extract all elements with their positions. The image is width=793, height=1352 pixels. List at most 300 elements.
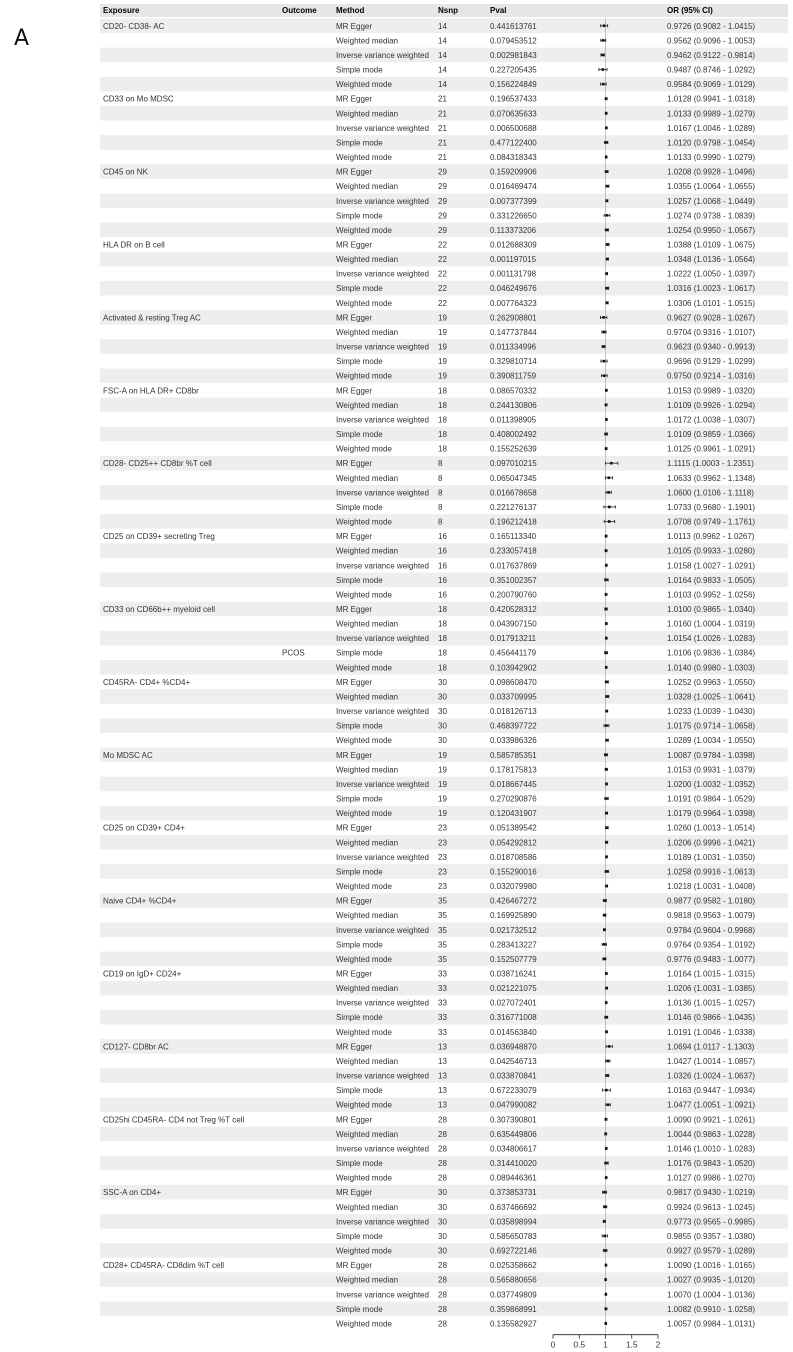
or-point <box>610 462 613 465</box>
method-label: Weighted mode <box>336 298 392 308</box>
or-ci-value: 0.9487 (0.8746 - 1.0292) <box>667 65 756 75</box>
pval-value: 0.103942902 <box>490 663 537 673</box>
pval-value: 0.001131798 <box>490 269 537 279</box>
method-label: Simple mode <box>336 1013 383 1023</box>
method-label: Inverse variance weighted <box>336 634 429 644</box>
or-point <box>605 1016 608 1019</box>
nsnp-value: 13 <box>438 1071 447 1081</box>
or-point <box>605 1147 608 1150</box>
pval-value: 0.011334996 <box>490 342 537 352</box>
pval-value: 0.006500688 <box>490 123 537 133</box>
method-label: MR Egger <box>336 532 373 542</box>
nsnp-value: 8 <box>438 517 443 527</box>
pval-value: 0.007377399 <box>490 196 537 206</box>
or-point <box>605 1308 608 1311</box>
or-ci-value: 1.0109 (0.9859 - 1.0366) <box>667 430 756 440</box>
nsnp-value: 13 <box>438 1086 447 1096</box>
nsnp-value: 29 <box>438 182 447 192</box>
nsnp-value: 21 <box>438 138 447 148</box>
or-ci-value: 1.0153 (0.9931 - 1.0379) <box>667 765 756 775</box>
method-label: Weighted mode <box>336 371 392 381</box>
nsnp-value: 22 <box>438 269 447 279</box>
x-tick-label: 0 <box>550 1339 556 1350</box>
or-ci-value: 1.0120 (0.9798 - 1.0454) <box>667 138 756 148</box>
or-ci-value: 1.0027 (0.9935 - 1.0120) <box>667 1275 756 1285</box>
nsnp-value: 8 <box>438 473 443 483</box>
pval-value: 0.152507779 <box>490 954 537 964</box>
method-label: Weighted mode <box>336 517 392 527</box>
or-ci-value: 1.0158 (1.0027 - 1.0291) <box>667 561 756 571</box>
method-label: Simple mode <box>336 794 383 804</box>
or-ci-value: 0.9776 (0.9483 - 1.0077) <box>667 954 756 964</box>
pval-value: 0.426467272 <box>490 896 537 906</box>
or-ci-value: 1.0206 (1.0031 - 1.0385) <box>667 984 756 994</box>
method-label: Simple mode <box>336 1231 383 1241</box>
pval-value: 0.135582927 <box>490 1319 537 1329</box>
pval-value: 0.021221075 <box>490 984 537 994</box>
method-label: MR Egger <box>336 1188 373 1198</box>
pval-value: 0.283413227 <box>490 940 537 950</box>
or-point <box>604 1278 607 1281</box>
method-label: Weighted median <box>336 984 399 994</box>
outcome-label: PCOS <box>282 648 305 658</box>
or-ci-value: 1.0176 (0.9843 - 1.0520) <box>667 1159 756 1169</box>
or-point <box>602 68 605 71</box>
or-point <box>605 156 608 159</box>
nsnp-value: 23 <box>438 867 447 877</box>
pval-value: 0.196212418 <box>490 517 537 527</box>
method-label: Weighted mode <box>336 1319 392 1329</box>
pval-value: 0.027072401 <box>490 998 537 1008</box>
or-point <box>603 24 606 27</box>
pval-value: 0.038716241 <box>490 969 537 979</box>
or-point <box>605 1162 608 1165</box>
or-point <box>602 39 605 42</box>
pval-value: 0.468397722 <box>490 721 537 731</box>
or-point <box>605 841 608 844</box>
or-ci-value: 1.0427 (1.0014 - 1.0857) <box>667 1056 756 1066</box>
or-ci-value: 1.0164 (1.0015 - 1.0315) <box>667 969 756 979</box>
pval-value: 0.016678658 <box>490 488 537 498</box>
or-point <box>605 710 608 713</box>
or-ci-value: 1.0100 (0.9865 - 1.0340) <box>667 604 756 614</box>
or-ci-value: 0.9927 (0.9579 - 1.0289) <box>667 1246 756 1256</box>
or-point <box>605 1293 608 1296</box>
or-point <box>605 1089 608 1092</box>
or-ci-value: 1.0328 (1.0025 - 1.0641) <box>667 692 756 702</box>
or-ci-value: 1.0633 (0.9962 - 1.1348) <box>667 473 756 483</box>
nsnp-value: 19 <box>438 750 447 760</box>
method-label: Weighted median <box>336 765 399 775</box>
or-ci-value: 1.0113 (0.9962 - 1.0267) <box>667 532 755 542</box>
or-point <box>605 535 608 538</box>
exposure-label: CD28- CD25++ CD8br %T cell <box>103 459 212 469</box>
or-ci-value: 1.0348 (1.0136 - 1.0564) <box>667 255 756 265</box>
or-ci-value: 1.0082 (0.9910 - 1.0258) <box>667 1304 756 1314</box>
method-label: Weighted mode <box>336 153 392 163</box>
or-point <box>605 768 608 771</box>
or-point <box>605 404 608 407</box>
pval-value: 0.033709995 <box>490 692 537 702</box>
or-point <box>606 287 609 290</box>
or-ci-value: 1.0254 (0.9950 - 1.0567) <box>667 225 756 235</box>
or-ci-value: 1.0189 (1.0031 - 1.0350) <box>667 852 756 862</box>
or-ci-value: 0.9764 (0.9354 - 1.0192) <box>667 940 756 950</box>
method-label: MR Egger <box>336 313 373 323</box>
method-label: Simple mode <box>336 211 383 221</box>
pval-value: 0.159209906 <box>490 167 537 177</box>
or-ci-value: 1.0103 (0.9952 - 1.0256) <box>667 590 756 600</box>
nsnp-value: 22 <box>438 298 447 308</box>
or-point <box>603 1220 606 1223</box>
pval-value: 0.012688309 <box>490 240 537 250</box>
or-point <box>605 856 608 859</box>
or-ci-value: 0.9562 (0.9096 - 1.0053) <box>667 36 756 46</box>
nsnp-value: 8 <box>438 459 443 469</box>
x-tick-label: 1 <box>603 1339 608 1350</box>
or-ci-value: 1.0306 (1.0101 - 1.0515) <box>667 298 756 308</box>
pval-value: 0.017913211 <box>490 634 537 644</box>
method-label: Simple mode <box>336 138 383 148</box>
method-label: Weighted median <box>336 1275 399 1285</box>
or-point <box>604 1205 607 1208</box>
method-label: Simple mode <box>336 867 383 877</box>
nsnp-value: 33 <box>438 984 447 994</box>
or-ci-value: 0.9462 (0.9122 - 0.9814) <box>667 50 756 60</box>
method-label: Weighted mode <box>336 1027 392 1037</box>
method-label: MR Egger <box>336 94 373 104</box>
or-point <box>606 302 609 305</box>
method-label: MR Egger <box>336 1115 373 1125</box>
nsnp-value: 13 <box>438 1056 447 1066</box>
or-ci-value: 1.0125 (0.9961 - 1.0291) <box>667 444 756 454</box>
or-ci-value: 1.0233 (1.0039 - 1.0430) <box>667 707 756 717</box>
pval-value: 0.018667445 <box>490 779 537 789</box>
nsnp-value: 35 <box>438 954 447 964</box>
or-point <box>602 316 605 319</box>
or-point <box>608 520 611 523</box>
method-label: MR Egger <box>336 167 373 177</box>
or-ci-value: 1.0200 (1.0032 - 1.0352) <box>667 779 756 789</box>
nsnp-value: 21 <box>438 123 447 133</box>
or-ci-value: 1.0090 (0.9921 - 1.0261) <box>667 1115 756 1125</box>
nsnp-value: 35 <box>438 925 447 935</box>
or-point <box>605 608 608 611</box>
nsnp-value: 29 <box>438 225 447 235</box>
nsnp-value: 16 <box>438 546 447 556</box>
exposure-label: CD19 on IgD+ CD24+ <box>103 969 182 979</box>
method-label: Inverse variance weighted <box>336 342 429 352</box>
or-ci-value: 1.0733 (0.9680 - 1.1901) <box>667 502 756 512</box>
method-label: Weighted mode <box>336 882 392 892</box>
nsnp-value: 29 <box>438 211 447 221</box>
nsnp-value: 22 <box>438 255 447 265</box>
or-ci-value: 1.0133 (0.9989 - 1.0279) <box>667 109 756 119</box>
x-tick-label: 1.5 <box>625 1339 638 1350</box>
or-point <box>606 826 609 829</box>
method-label: MR Egger <box>336 823 373 833</box>
nsnp-value: 18 <box>438 430 447 440</box>
pval-value: 0.113373206 <box>490 225 537 235</box>
nsnp-value: 30 <box>438 721 447 731</box>
nsnp-value: 18 <box>438 604 447 614</box>
method-label: Weighted median <box>336 36 399 46</box>
or-ci-value: 1.0153 (0.9989 - 1.0320) <box>667 386 756 396</box>
or-point <box>606 229 609 232</box>
nsnp-value: 30 <box>438 1246 447 1256</box>
nsnp-value: 28 <box>438 1304 447 1314</box>
or-point <box>607 1103 610 1106</box>
or-ci-value: 1.0044 (0.9863 - 1.0228) <box>667 1129 756 1139</box>
method-label: MR Egger <box>336 21 373 31</box>
or-point <box>605 433 608 436</box>
or-ci-value: 1.0694 (1.0117 - 1.1303) <box>667 1042 755 1052</box>
pval-value: 0.155252639 <box>490 444 537 454</box>
or-point <box>606 1074 609 1077</box>
nsnp-value: 30 <box>438 736 447 746</box>
or-ci-value: 1.0146 (1.0010 - 1.0283) <box>667 1144 756 1154</box>
pval-value: 0.120431907 <box>490 809 537 819</box>
header-exposure: Exposure <box>103 6 140 15</box>
nsnp-value: 8 <box>438 488 443 498</box>
pval-value: 0.001197015 <box>490 255 537 265</box>
nsnp-value: 28 <box>438 1261 447 1271</box>
nsnp-value: 22 <box>438 240 447 250</box>
or-point <box>603 1191 606 1194</box>
or-point <box>605 797 608 800</box>
or-ci-value: 0.9817 (0.9430 - 1.0219) <box>667 1188 756 1198</box>
pval-value: 0.047990082 <box>490 1100 537 1110</box>
or-point <box>602 345 605 348</box>
nsnp-value: 29 <box>438 167 447 177</box>
nsnp-value: 28 <box>438 1275 447 1285</box>
or-point <box>606 1060 609 1063</box>
or-ci-value: 1.0708 (0.9749 - 1.1761) <box>667 517 756 527</box>
nsnp-value: 21 <box>438 94 447 104</box>
or-ci-value: 1.0146 (0.9866 - 1.0435) <box>667 1013 756 1023</box>
pval-value: 0.065047345 <box>490 473 537 483</box>
nsnp-value: 16 <box>438 561 447 571</box>
or-point <box>604 1249 607 1252</box>
or-point <box>606 739 609 742</box>
method-label: MR Egger <box>336 1042 373 1052</box>
method-label: Inverse variance weighted <box>336 779 429 789</box>
method-label: Inverse variance weighted <box>336 196 429 206</box>
method-label: Inverse variance weighted <box>336 1144 429 1154</box>
pval-value: 0.408002492 <box>490 430 537 440</box>
exposure-label: CD45RA- CD4+ %CD4+ <box>103 677 191 687</box>
nsnp-value: 35 <box>438 940 447 950</box>
method-label: Inverse variance weighted <box>336 1217 429 1227</box>
method-label: Weighted mode <box>336 80 392 90</box>
or-point <box>605 127 608 130</box>
exposure-label: CD25 on CD39+ CD4+ <box>103 823 185 833</box>
or-point <box>603 958 606 961</box>
pval-value: 0.036948870 <box>490 1042 537 1052</box>
method-label: Simple mode <box>336 502 383 512</box>
pval-value: 0.585785351 <box>490 750 537 760</box>
or-point <box>605 389 608 392</box>
nsnp-value: 16 <box>438 590 447 600</box>
or-point <box>603 360 606 363</box>
nsnp-value: 21 <box>438 153 447 163</box>
or-point <box>605 447 608 450</box>
or-ci-value: 1.0477 (1.0051 - 1.0921) <box>667 1100 756 1110</box>
method-label: Simple mode <box>336 940 383 950</box>
nsnp-value: 13 <box>438 1042 447 1052</box>
method-label: Weighted mode <box>336 663 392 673</box>
nsnp-value: 30 <box>438 1231 447 1241</box>
nsnp-value: 30 <box>438 677 447 687</box>
or-point <box>601 54 604 57</box>
or-point <box>605 1031 608 1034</box>
nsnp-value: 35 <box>438 896 447 906</box>
header-pval: Pval <box>490 6 507 15</box>
pval-value: 0.373853731 <box>490 1188 537 1198</box>
method-label: Weighted median <box>336 109 399 119</box>
method-label: Weighted mode <box>336 225 392 235</box>
nsnp-value: 33 <box>438 969 447 979</box>
or-point <box>605 783 608 786</box>
method-label: Weighted median <box>336 1056 399 1066</box>
or-ci-value: 1.0316 (1.0023 - 1.0617) <box>667 284 756 294</box>
or-ci-value: 1.0167 (1.0046 - 1.0289) <box>667 123 756 133</box>
nsnp-value: 23 <box>438 838 447 848</box>
method-label: MR Egger <box>336 386 373 396</box>
nsnp-value: 16 <box>438 575 447 585</box>
nsnp-value: 19 <box>438 327 447 337</box>
pval-value: 0.016469474 <box>490 182 537 192</box>
or-point <box>604 899 607 902</box>
nsnp-value: 23 <box>438 823 447 833</box>
or-ci-value: 1.0222 (1.0050 - 1.0397) <box>667 269 756 279</box>
pval-value: 0.018708586 <box>490 852 537 862</box>
method-label: Weighted mode <box>336 1100 392 1110</box>
pval-value: 0.156224849 <box>490 80 537 90</box>
pval-value: 0.051389542 <box>490 823 537 833</box>
or-ci-value: 1.0136 (1.0015 - 1.0257) <box>667 998 756 1008</box>
nsnp-value: 14 <box>438 36 447 46</box>
exposure-label: Mo MDSC AC <box>103 750 153 760</box>
pval-value: 0.477122400 <box>490 138 537 148</box>
method-label: Simple mode <box>336 1086 383 1096</box>
pval-value: 0.017637869 <box>490 561 537 571</box>
or-ci-value: 1.0070 (1.0004 - 1.0136) <box>667 1290 756 1300</box>
method-label: Weighted mode <box>336 809 392 819</box>
or-ci-value: 0.9877 (0.9582 - 1.0180) <box>667 896 756 906</box>
pval-value: 0.035898994 <box>490 1217 537 1227</box>
pval-value: 0.390811759 <box>490 371 537 381</box>
nsnp-value: 14 <box>438 50 447 60</box>
pval-value: 0.042546713 <box>490 1056 537 1066</box>
pval-value: 0.316771008 <box>490 1013 537 1023</box>
or-ci-value: 0.9750 (0.9214 - 1.0316) <box>667 371 756 381</box>
nsnp-value: 28 <box>438 1290 447 1300</box>
or-ci-value: 1.0252 (0.9963 - 1.0550) <box>667 677 756 687</box>
nsnp-value: 19 <box>438 765 447 775</box>
or-ci-value: 1.0191 (0.9864 - 1.0529) <box>667 794 756 804</box>
nsnp-value: 21 <box>438 109 447 119</box>
pval-value: 0.637466692 <box>490 1202 537 1212</box>
method-label: Simple mode <box>336 1304 383 1314</box>
or-ci-value: 1.0600 (1.0106 - 1.1118) <box>667 488 754 498</box>
nsnp-value: 28 <box>438 1319 447 1329</box>
or-ci-value: 1.0388 (1.0109 - 1.0675) <box>667 240 756 250</box>
pval-value: 0.034806617 <box>490 1144 537 1154</box>
exposure-label: CD20- CD38- AC <box>103 21 165 31</box>
nsnp-value: 19 <box>438 357 447 367</box>
nsnp-value: 14 <box>438 65 447 75</box>
pval-value: 0.227205435 <box>490 65 537 75</box>
method-label: Simple mode <box>336 284 383 294</box>
nsnp-value: 18 <box>438 400 447 410</box>
method-label: Inverse variance weighted <box>336 561 429 571</box>
or-ci-value: 1.0057 (0.9984 - 1.0131) <box>667 1319 756 1329</box>
or-ci-value: 0.9726 (0.9082 - 1.0415) <box>667 21 756 31</box>
exposure-label: CD25hi CD45RA- CD4 not Treg %T cell <box>103 1115 245 1125</box>
header-method: Method <box>336 6 365 15</box>
method-label: Weighted mode <box>336 736 392 746</box>
method-label: Weighted mode <box>336 1173 392 1183</box>
method-label: MR Egger <box>336 677 373 687</box>
or-ci-value: 1.0274 (0.9738 - 1.0839) <box>667 211 756 221</box>
method-label: Inverse variance weighted <box>336 1290 429 1300</box>
or-ci-value: 1.0133 (0.9990 - 1.0279) <box>667 153 756 163</box>
or-point <box>606 214 609 217</box>
nsnp-value: 28 <box>438 1159 447 1169</box>
nsnp-value: 30 <box>438 1188 447 1198</box>
or-ci-value: 1.0106 (0.9836 - 1.0384) <box>667 648 756 658</box>
method-label: Simple mode <box>336 721 383 731</box>
pval-value: 0.070635633 <box>490 109 537 119</box>
or-ci-value: 1.0105 (0.9933 - 1.0280) <box>667 546 756 556</box>
pval-value: 0.456441179 <box>490 648 537 658</box>
method-label: Weighted median <box>336 255 399 265</box>
pval-value: 0.037749809 <box>490 1290 537 1300</box>
method-label: Weighted median <box>336 1129 399 1139</box>
nsnp-value: 18 <box>438 663 447 673</box>
pval-value: 0.314410020 <box>490 1159 537 1169</box>
or-ci-value: 1.0289 (1.0034 - 1.0550) <box>667 736 756 746</box>
or-ci-value: 1.0179 (0.9964 - 1.0398) <box>667 809 756 819</box>
pval-value: 0.079453512 <box>490 36 537 46</box>
nsnp-value: 28 <box>438 1173 447 1183</box>
method-label: Weighted median <box>336 911 399 921</box>
nsnp-value: 23 <box>438 852 447 862</box>
method-label: Inverse variance weighted <box>336 1071 429 1081</box>
method-label: Weighted mode <box>336 954 392 964</box>
nsnp-value: 16 <box>438 532 447 542</box>
exposure-label: CD28+ CD45RA- CD8dim %T cell <box>103 1261 224 1271</box>
or-point <box>605 1118 608 1121</box>
nsnp-value: 18 <box>438 444 447 454</box>
pval-value: 0.033870841 <box>490 1071 537 1081</box>
or-ci-value: 1.0208 (0.9928 - 1.0496) <box>667 167 756 177</box>
or-ci-value: 1.0160 (1.0004 - 1.0319) <box>667 619 756 629</box>
or-ci-value: 0.9784 (0.9604 - 0.9968) <box>667 925 756 935</box>
nsnp-value: 33 <box>438 1027 447 1037</box>
pval-value: 0.359868991 <box>490 1304 537 1314</box>
pval-value: 0.018126713 <box>490 707 537 717</box>
method-label: Weighted median <box>336 1202 399 1212</box>
or-ci-value: 1.0175 (0.9714 - 1.0658) <box>667 721 756 731</box>
exposure-label: Activated & resting Treg AC <box>103 313 201 323</box>
or-ci-value: 1.0206 (0.9996 - 1.0421) <box>667 838 756 848</box>
nsnp-value: 22 <box>438 284 447 294</box>
or-ci-value: 0.9855 (0.9357 - 1.0380) <box>667 1231 756 1241</box>
or-point <box>608 506 611 509</box>
or-point <box>603 928 606 931</box>
